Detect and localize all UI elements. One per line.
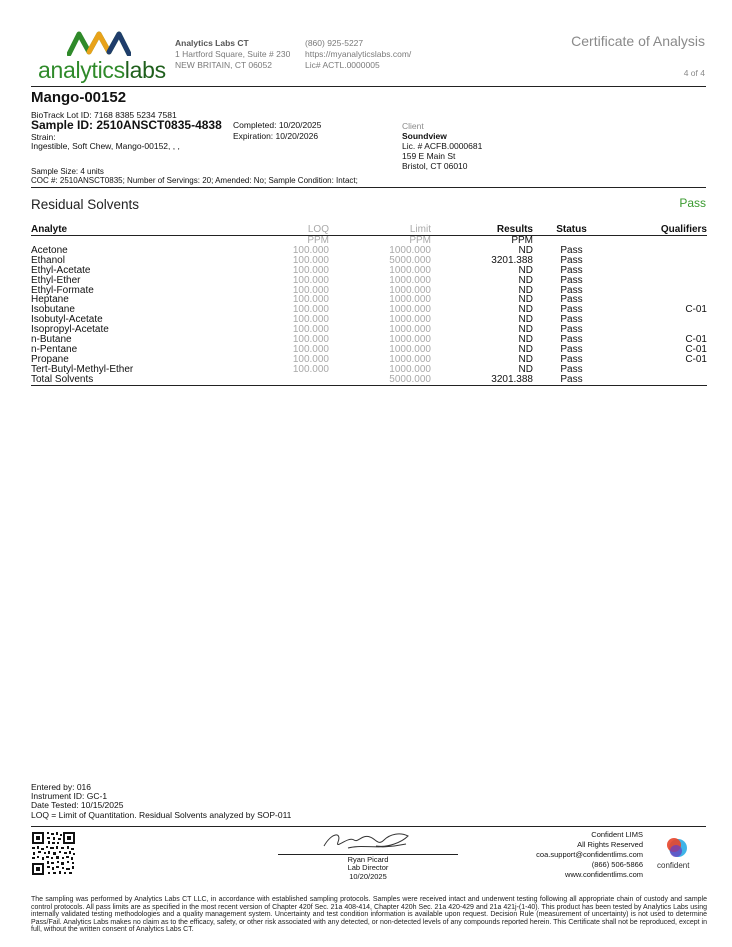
- table-cell: Pass: [560, 334, 583, 346]
- table-cell: 5000.000: [389, 254, 431, 266]
- section-rule: [31, 187, 706, 188]
- table-cell: Ethanol: [31, 254, 65, 266]
- table-cell: 1000.000: [389, 264, 431, 276]
- table-cell: Isopropyl-Acetate: [31, 324, 109, 336]
- table-cell: Pass: [560, 284, 583, 296]
- table-cell: Pass: [560, 304, 583, 316]
- table-cell: 3201.388: [491, 254, 533, 266]
- col-limit: Limit: [329, 224, 431, 236]
- completed-date: Completed: 10/20/2025: [233, 120, 322, 130]
- results-table: [31, 224, 707, 386]
- table-cell: Pass: [533, 375, 610, 385]
- signer-block: [308, 856, 428, 881]
- lab-phone: (860) 925-5227: [305, 38, 364, 48]
- client-address-2: Bristol, CT 06010: [402, 161, 468, 171]
- table-cell: ND: [518, 334, 533, 346]
- table-cell: 1000.000: [389, 304, 431, 316]
- qr-code-icon[interactable]: [31, 831, 76, 876]
- logo-text-labs: labs: [124, 57, 166, 83]
- col-status: Status: [533, 224, 610, 236]
- client-license: Lic. # ACFB.0000681: [402, 141, 483, 151]
- table-cell: 1000.000: [389, 363, 431, 375]
- table-cell: [610, 246, 707, 256]
- sample-id: Sample ID: 2510ANSCT0835-4838: [31, 118, 222, 132]
- document-title: Certificate of Analysis: [571, 33, 705, 49]
- biotrack-lot: BioTrack Lot ID: 7168 8385 5234 7581: [31, 110, 177, 120]
- table-cell: Pass: [560, 244, 583, 256]
- table-cell: Total Solvents: [31, 375, 213, 385]
- entered-by: Entered by: 016: [31, 782, 92, 792]
- client-name: Soundview: [402, 131, 447, 141]
- table-cell: [610, 315, 707, 325]
- table-cell: Propane: [31, 353, 69, 365]
- client-block: [402, 121, 482, 171]
- table-cell: C-01: [685, 353, 707, 365]
- table-cell: 1000.000: [389, 334, 431, 346]
- table-cell: ND: [518, 343, 533, 355]
- table-cell: [610, 375, 707, 385]
- table-cell: C-01: [685, 304, 707, 316]
- col-qualifiers: Qualifiers: [610, 224, 707, 236]
- lab-name: Analytics Labs CT: [175, 38, 249, 48]
- signed-date: 10/20/2025: [349, 871, 387, 881]
- loq-note: LOQ = Limit of Quantitation. Residual Solvents analyzed by SOP-011: [31, 809, 292, 820]
- header-rule: [31, 86, 706, 87]
- confident-logo-icon: [664, 837, 688, 859]
- table-cell: ND: [518, 324, 533, 336]
- table-row: [31, 345, 707, 355]
- table-row-total: [31, 375, 707, 385]
- footer-rule: [31, 826, 706, 827]
- table-cell: Acetone: [31, 244, 68, 256]
- table-cell: Tert-Butyl-Methyl-Ether: [31, 363, 134, 375]
- confident-logo-text: confident: [657, 861, 690, 870]
- table-cell: 100.000: [292, 324, 329, 336]
- sample-matrix: Ingestible, Soft Chew, Mango-00152, , ,: [31, 141, 180, 151]
- col-analyte: Analyte: [31, 224, 213, 236]
- table-cell: 100.000: [292, 304, 329, 316]
- table-cell: Isobutane: [31, 304, 75, 316]
- analyticslabs-logo-mark: [67, 30, 131, 56]
- table-cell: [610, 256, 707, 266]
- lims-website[interactable]: www.confidentlims.com: [565, 870, 643, 879]
- table-cell: [610, 286, 707, 296]
- table-cell: Isobutyl-Acetate: [31, 314, 103, 326]
- table-cell: n-Butane: [31, 334, 72, 346]
- col-loq: LOQ: [213, 224, 329, 236]
- table-cell: ND: [518, 304, 533, 316]
- table-cell: ND: [518, 244, 533, 256]
- table-cell: 1000.000: [389, 314, 431, 326]
- units-row: [31, 236, 707, 246]
- table-cell: 100.000: [292, 334, 329, 346]
- table-cell: Ethyl-Acetate: [31, 264, 91, 276]
- table-cell: Pass: [560, 343, 583, 355]
- logo-text-analytics: analytics: [38, 57, 125, 83]
- table-cell: Ethyl-Ether: [31, 274, 81, 286]
- table-cell: 3201.388: [431, 375, 533, 385]
- lims-rights: All Rights Reserved: [577, 840, 643, 849]
- lims-name: Confident LIMS: [591, 830, 643, 839]
- disclaimer-text: The sampling was performed by Analytics Labs CT LLC, in accordance with established sampling protocols. Samples were received intact and underwent testing following all appropriate chain of custody and sample control protocols. All pass limits are as specified in the most recent version of Chapter 420f Sec. 21a 408-414, Chapter 420h Sec. 21a 420-429 and 21a 421j-(1-40). This product has been tested by Analytics Labs using internally validated testing methodologies and a quality management system. Uncertainty and test condition information is available upon request. Decision Rule (measurement of uncertainty) is not used to determine Pass/Fail. Analytics Labs makes no claim as to the efficacy, safety, or other risk associated with any detected, or non-detected levels of any compounds reported herein. This Certificate shall not be reproduced, except in full, without the written consent of Analytics Labs CT.: [31, 896, 707, 934]
- table-cell: [610, 266, 707, 276]
- table-cell: Pass: [560, 363, 583, 375]
- table-cell: Ethyl-Formate: [31, 284, 94, 296]
- lab-website[interactable]: https://myanalyticslabs.com/: [305, 49, 412, 59]
- col-results: Results: [431, 224, 533, 236]
- table-cell: 1000.000: [389, 294, 431, 306]
- table-row: [31, 266, 707, 276]
- table-cell: 1000.000: [389, 353, 431, 365]
- table-row: [31, 256, 707, 266]
- table-cell: 1000.000: [389, 324, 431, 336]
- strain-label: Strain:: [31, 132, 56, 142]
- table-cell: 100.000: [292, 284, 329, 296]
- table-cell: 100.000: [292, 343, 329, 355]
- table-cell: 100.000: [292, 244, 329, 256]
- sample-size: Sample Size: 4 units: [31, 167, 104, 176]
- signature-image: [318, 828, 414, 854]
- table-cell: ND: [518, 284, 533, 296]
- table-cell: [610, 276, 707, 286]
- lims-phone: (866) 506-5866: [591, 860, 643, 869]
- table-cell: ND: [518, 264, 533, 276]
- table-cell: Pass: [560, 254, 583, 266]
- table-cell: ND: [518, 274, 533, 286]
- lab-license: Lic# ACTL.0000005: [305, 60, 380, 70]
- table-row: [31, 246, 707, 256]
- date-tested: Date Tested: 10/15/2025: [31, 800, 124, 811]
- table-header-row: [31, 224, 707, 236]
- table-row: [31, 315, 707, 325]
- table-cell: 1000.000: [389, 284, 431, 296]
- instrument-id: Instrument ID: GC-1: [31, 791, 108, 802]
- table-cell: ND: [518, 353, 533, 365]
- lab-address-2: NEW BRITAIN, CT 06052: [175, 60, 272, 70]
- table-cell: 100.000: [292, 363, 329, 375]
- table-cell: n-Pentane: [31, 343, 78, 355]
- client-address-1: 159 E Main St: [402, 151, 456, 161]
- table-cell: 100.000: [292, 353, 329, 365]
- table-cell: 100.000: [292, 254, 329, 266]
- table-cell: 100.000: [292, 264, 329, 276]
- table-row: [31, 305, 707, 315]
- overall-status-badge: Pass: [679, 196, 706, 210]
- product-name: Mango-00152: [31, 89, 127, 106]
- test-meta: [31, 783, 291, 820]
- table-cell: [213, 375, 329, 385]
- table-cell: Pass: [560, 353, 583, 365]
- table-row: [31, 276, 707, 286]
- signer-title: Lab Director: [347, 863, 389, 873]
- table-cell: Pass: [560, 324, 583, 336]
- unit-results: PPM: [511, 235, 533, 246]
- sample-meta: [31, 167, 358, 185]
- table-cell: 1000.000: [389, 274, 431, 286]
- analyticslabs-logo-text: [38, 57, 166, 84]
- table-cell: Heptane: [31, 294, 69, 306]
- table-cell: C-01: [685, 343, 707, 355]
- table-cell: Pass: [560, 314, 583, 326]
- lab-contact: [305, 38, 411, 71]
- table-cell: Pass: [560, 294, 583, 306]
- table-cell: ND: [518, 314, 533, 326]
- table-cell: ND: [518, 363, 533, 375]
- table-row: [31, 365, 707, 375]
- table-cell: Pass: [560, 264, 583, 276]
- table-cell: 100.000: [292, 274, 329, 286]
- client-label: Client: [402, 121, 424, 131]
- expiration-date: Expiration: 10/20/2026: [233, 131, 319, 141]
- table-row: [31, 325, 707, 335]
- table-cell: 100.000: [292, 294, 329, 306]
- lims-email[interactable]: coa.support@confidentlims.com: [536, 850, 643, 859]
- table-cell: C-01: [685, 334, 707, 346]
- unit-loq: PPM: [307, 235, 329, 246]
- lab-address-1: 1 Hartford Square, Suite # 230: [175, 49, 291, 59]
- table-cell: [610, 365, 707, 375]
- lims-block: [536, 830, 643, 880]
- table-cell: 100.000: [292, 314, 329, 326]
- signer-name: Ryan Picard: [347, 855, 389, 864]
- table-cell: 1000.000: [389, 343, 431, 355]
- table-cell: 1000.000: [389, 244, 431, 256]
- unit-limit: PPM: [409, 235, 431, 246]
- table-cell: 5000.000: [329, 375, 431, 385]
- table-cell: Pass: [560, 274, 583, 286]
- table-cell: [610, 236, 707, 246]
- table-cell: ND: [518, 294, 533, 306]
- table-row: [31, 286, 707, 296]
- section-title: Residual Solvents: [31, 197, 140, 212]
- coc-line: COC #: 2510ANSCT0835; Number of Servings: 20; Amended: No; Sample Condition: Intact;: [31, 176, 358, 185]
- page-indicator: 4 of 4: [683, 68, 705, 78]
- table-row: [31, 295, 707, 305]
- lab-info: [175, 38, 290, 71]
- table-row: [31, 335, 707, 345]
